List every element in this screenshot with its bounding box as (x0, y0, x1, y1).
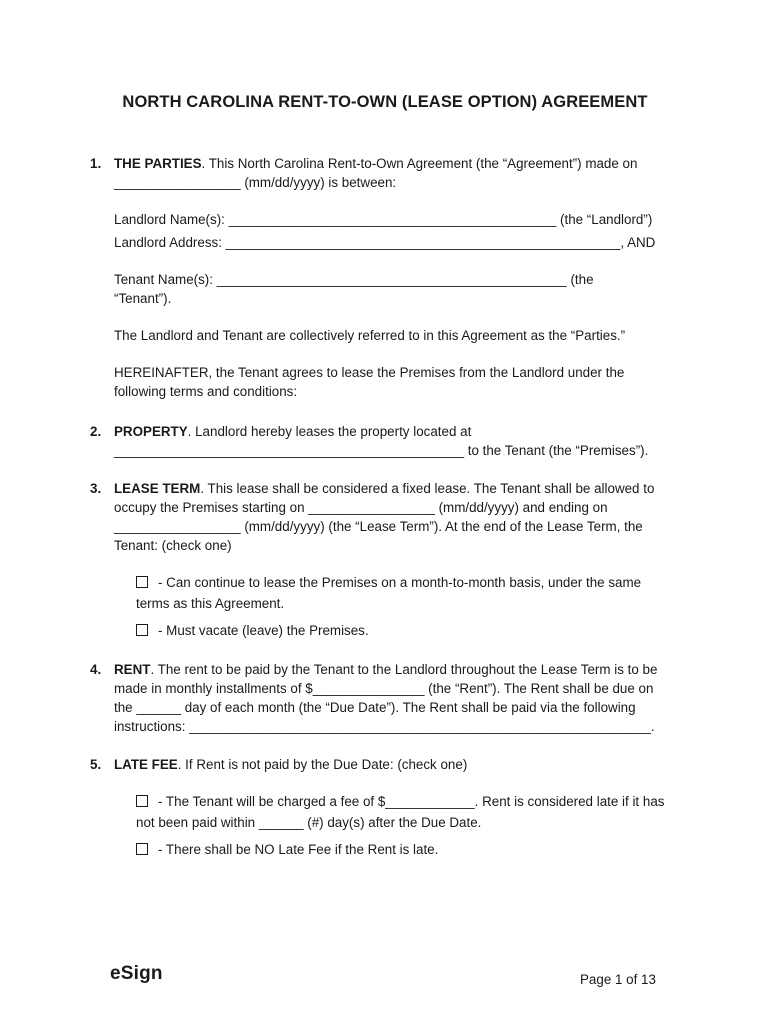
section-lease-term (90, 479, 690, 640)
tenant-name-line-cont: “Tenant”). (114, 291, 172, 306)
checkbox[interactable] (136, 624, 148, 636)
late-fee-text: LATE FEE. If Rent is not paid by the Due Date: (check one) (114, 757, 468, 772)
section-late-fee (90, 755, 690, 859)
hereinafter-text: HEREINAFTER, the Tenant agrees to lease the Premises from the Landlord under the (114, 365, 625, 380)
section-heading: LEASE TERM (114, 481, 201, 496)
page-number: Page 1 of 13 (580, 972, 656, 987)
landlord-name-line: Landlord Name(s): ____________________________________________ (the “Landlord”) (114, 212, 653, 227)
section-number: 3. (90, 481, 102, 496)
option-no-late-fee: - There shall be NO Late Fee if the Rent is late. (136, 840, 690, 859)
option-late-fee-charged-cont: not been paid within ______ (#) day(s) after the Due Date. (136, 815, 482, 830)
section-heading: PROPERTY (114, 424, 188, 439)
section-rent (90, 660, 690, 736)
landlord-address-line: Landlord Address: _____________________________________________________, AND (114, 235, 656, 250)
hereinafter-text-cont: following terms and conditions: (114, 384, 298, 399)
section-heading: RENT (114, 662, 151, 677)
section-heading: LATE FEE (114, 757, 178, 772)
option-must-vacate: - Must vacate (leave) the Premises. (136, 621, 690, 640)
option-late-fee-charged: - The Tenant will be charged a fee of $____________. Rent is considered late if it has (136, 792, 690, 811)
agreement-date-line: _________________ (mm/dd/yyyy) is between: (114, 175, 397, 190)
property-address-line: _______________________________________________ to the Tenant (the “Premises”). (114, 443, 649, 458)
checkbox[interactable] (136, 843, 148, 855)
tenant-name-line: Tenant Name(s): _______________________________________________ (the (114, 272, 594, 287)
lease-start-line: occupy the Premises starting on _________________ (mm/dd/yyyy) and ending on (114, 500, 608, 515)
page-title: NORTH CAROLINA RENT-TO-OWN (LEASE OPTION) AGREEMENT (122, 93, 648, 111)
checkbox[interactable] (136, 795, 148, 807)
collective-parties-text: The Landlord and Tenant are collectively referred to in this Agreement as the “Parties.” (114, 328, 626, 343)
lease-term-text: LEASE TERM. This lease shall be considered a fixed lease. The Tenant shall be allowed to (114, 481, 655, 496)
option-month-to-month-cont: terms as this Agreement. (136, 596, 285, 611)
esign-logo: eSign (110, 963, 163, 984)
rent-amount-line: made in monthly installments of $_______________ (the “Rent”). The Rent shall be due on (114, 681, 654, 696)
section-number: 5. (90, 757, 102, 772)
lease-end-line: _________________ (mm/dd/yyyy) (the “Lease Term”). At the end of the Lease Term, the (114, 519, 643, 534)
section-parties (90, 154, 690, 401)
rent-due-date-line: the ______ day of each month (the “Due Date”). The Rent shall be paid via the following (114, 700, 636, 715)
checkbox[interactable] (136, 576, 148, 588)
option-month-to-month: - Can continue to lease the Premises on a month-to-month basis, under the same (136, 573, 690, 592)
section-number: 4. (90, 662, 102, 677)
parties-intro: THE PARTIES. This North Carolina Rent-to-Own Agreement (the “Agreement”) made on (114, 156, 638, 171)
section-number: 2. (90, 424, 102, 439)
rent-instructions-line: instructions: ______________________________________________________________. (114, 719, 655, 734)
section-property (90, 422, 690, 460)
rent-text: RENT. The rent to be paid by the Tenant to the Landlord throughout the Lease Term is to be (114, 662, 658, 677)
property-text: PROPERTY. Landlord hereby leases the property located at (114, 424, 472, 439)
section-number: 1. (90, 156, 102, 171)
section-heading: THE PARTIES (114, 156, 202, 171)
lease-check-one: Tenant: (check one) (114, 538, 232, 553)
